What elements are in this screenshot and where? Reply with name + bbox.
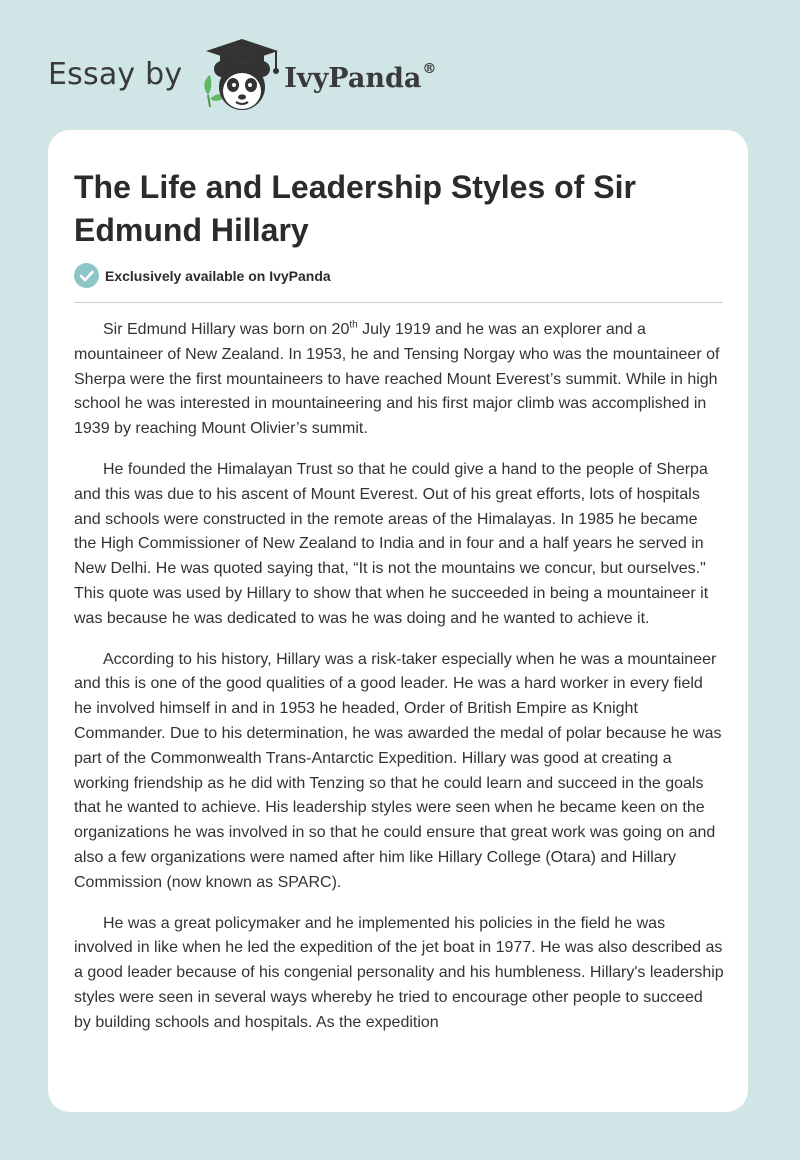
site-header [48,34,548,114]
ivypanda-logo-icon[interactable] [196,35,280,113]
ivypanda-wordmark[interactable]: IvyPanda® [284,60,437,94]
essay-card [48,130,748,1112]
exclusive-badge-text: Exclusively available on IvyPanda [105,267,331,284]
check-circle-icon [74,263,99,288]
registered-mark: ® [422,60,437,77]
paragraph-4: He was a great policymaker and he implemented his policies in the field he was involved in like when he led the expedition of the jet boat in 1977. He was also described as a good leader because of his congenial personality and his humbleness. Hillary's leadership styles were seen in several ways whereby he tried to encourage other people to succeed by building schools and hospitals. As the expedition [74,914,724,1031]
page-title: The Life and Leadership Styles of Sir Edmund Hillary [74,169,636,248]
paragraph-1: Sir Edmund Hillary was born on 20th July 1919 and he was an explorer and a mountaineer of New Zealand. In 1953, he and Tensing Norgay who was the mountaineer of Sherpa were the first mountaineers to have reached Mount Everest’s summit. While in high school he was interested in mountaineering and his first major climb was accomplished in 1939 by reaching Mount Olivier’s summit. [74,319,720,438]
paragraph-2: He founded the Himalayan Trust so that he could give a hand to the people of Sherpa and this was due to his ascent of Mount Everest. Out of his great efforts, lots of hospitals and schools were constructed in the remote areas of the Himalayas. In 1985 he became the High Commissioner of New Zealand to India and in four and a half years he served in New Delhi. He was quoted saying that, “It is not the mountains we concur, but ourselves." This quote was used by Hillary to show that when he succeeded in being a mountaineer it was because he was dedicated to was he was doing and he wanted to achieve it. [74,460,709,627]
essay-body [74,318,724,1052]
essay-by-label: Essay by [48,56,183,92]
exclusive-badge [74,263,331,288]
divider [74,302,723,303]
paragraph-3: According to his history, Hillary was a risk-taker especially when he was a mountaineer and this is one of the good qualities of a good leader. He was a hard worker in every field he involved himself in and in 1953 he headed, Order of British Empire as Knight Commander. Due to his determination, he was awarded the medal of polar because he was part of the Commonwealth Trans-Antarctic Expedition. Hillary was good at creating a working friendship as he did with Tenzing so that he could learn and succeed in the goals that he wanted to achieve. His leadership styles were seen when he became keen on the organizations he was involved in so that he could ensure that great work was going on and also a few organizations were named after him like Hillary College (Otara) and Hillary Commission (now known as SPARC). [74,650,722,891]
